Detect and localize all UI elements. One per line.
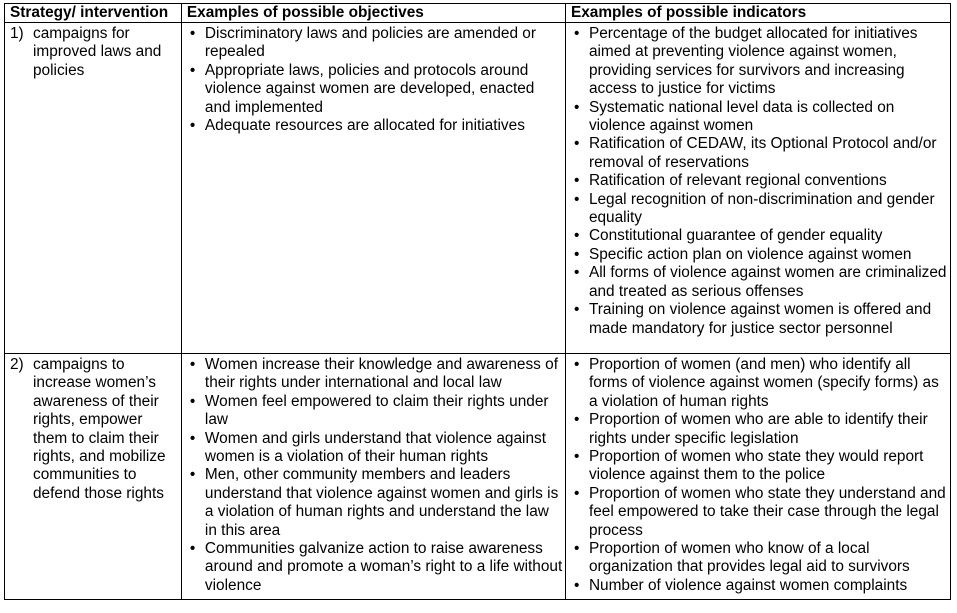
- indicator-item: • Proportion of women who are able to identify their rights under specific legislation: [573, 411, 928, 447]
- bullet-icon: •: [573, 264, 580, 282]
- indicator-item: • Systematic national level data is collected on violence against women: [573, 98, 895, 135]
- objective-item: • Adequate resources are allocated for initiatives: [189, 117, 525, 135]
- indicator-item: • All forms of violence against women are criminalized and treated as serious offenses: [573, 264, 947, 300]
- objectives-list: [187, 23, 565, 135]
- bullet-icon: •: [189, 25, 196, 42]
- indicators-cell: [565, 23, 950, 354]
- objective-item: • Women increase their knowledge and awareness of their rights under international and local law: [189, 356, 558, 392]
- bullet-icon: •: [573, 576, 580, 594]
- row-number: 2): [10, 356, 24, 373]
- bullet-icon: •: [573, 245, 580, 263]
- row-number: 1): [10, 25, 24, 42]
- indicator-item: • Legal recognition of non-discrimination and gender equality: [573, 190, 935, 227]
- objectives-cell: [181, 23, 565, 354]
- objective-item: • Women and girls understand that violence against women is a violation of their human rights: [189, 429, 547, 466]
- indicator-item: • Proportion of women (and men) who identify all forms of violence against women (specify forms) as a violation of human rights: [573, 356, 939, 410]
- indicator-item: • Number of violence against women complaints: [573, 576, 908, 594]
- bullet-icon: •: [573, 356, 580, 373]
- bullet-icon: •: [189, 540, 196, 558]
- objective-item: • Appropriate laws, policies and protocols around violence against women are developed, enacted and implemented: [189, 61, 535, 116]
- header-indicators: Examples of possible indicators: [565, 4, 950, 23]
- strategy-cell: [5, 354, 182, 600]
- indicator-item: • Percentage of the budget allocated for initiatives aimed at preventing violence against women, providing services for survivors and increasing access to justice for victims: [573, 25, 918, 98]
- header-objectives: Examples of possible objectives: [181, 4, 565, 23]
- bullet-icon: •: [573, 411, 580, 429]
- objective-item: • Men, other community members and leaders understand that violence against women and girls is a violation of human rights and understand the law in this area: [189, 466, 559, 539]
- table-row: [5, 354, 951, 600]
- objective-item: • Discriminatory laws and policies are amended or repealed: [189, 25, 536, 61]
- indicator-item: • Proportion of women who know of a local organization that provides legal aid to survivors: [573, 540, 910, 576]
- bullet-icon: •: [573, 301, 580, 319]
- indicator-item: • Proportion of women who state they would report violence against them to the police: [573, 448, 924, 484]
- indicator-item: • Specific action plan on violence against women: [573, 245, 912, 263]
- indicator-item: • Training on violence against women is offered and made mandatory for justice sector personnel: [573, 301, 932, 337]
- strategy-cell: [5, 23, 182, 354]
- bullet-icon: •: [573, 172, 580, 190]
- objective-item: • Women feel empowered to claim their rights under law: [189, 392, 549, 429]
- indicators-list: [571, 354, 950, 595]
- bullet-icon: •: [189, 466, 196, 484]
- bullet-icon: •: [573, 227, 580, 245]
- indicator-item: • Constitutional guarantee of gender equality: [573, 227, 883, 245]
- strategy-text: campaigns to increase women’s awareness of their rights, empower them to claim their rights, and mobilize communities to defend those rights: [33, 356, 166, 502]
- strategy-table: [4, 3, 951, 600]
- objective-item: • Communities galvanize action to raise awareness around and promote a woman’s right to a life without violence: [189, 540, 563, 594]
- indicators-cell: [565, 354, 950, 600]
- objectives-cell: [181, 354, 565, 600]
- indicators-list: [571, 23, 950, 338]
- bullet-icon: •: [573, 25, 580, 42]
- bullet-icon: •: [189, 117, 196, 135]
- table-row: [5, 23, 951, 354]
- header-strategy: Strategy/ intervention: [5, 4, 182, 23]
- indicator-item: • Ratification of relevant regional conventions: [573, 172, 887, 190]
- bullet-icon: •: [573, 448, 580, 466]
- bullet-icon: •: [573, 190, 580, 208]
- bullet-icon: •: [189, 61, 196, 79]
- strategy-text: campaigns for improved laws and policies: [33, 25, 162, 79]
- bullet-icon: •: [189, 356, 196, 373]
- bullet-icon: •: [573, 540, 580, 558]
- indicator-item: • Proportion of women who state they understand and feel empowered to take their case through the legal process: [573, 484, 946, 539]
- bullet-icon: •: [573, 135, 580, 153]
- bullet-icon: •: [189, 429, 196, 447]
- bullet-icon: •: [573, 98, 580, 116]
- header-row: [5, 4, 951, 23]
- objectives-list: [187, 354, 565, 595]
- bullet-icon: •: [189, 392, 196, 410]
- bullet-icon: •: [573, 484, 580, 502]
- indicator-item: • Ratification of CEDAW, its Optional Protocol and/or removal of reservations: [573, 135, 937, 171]
